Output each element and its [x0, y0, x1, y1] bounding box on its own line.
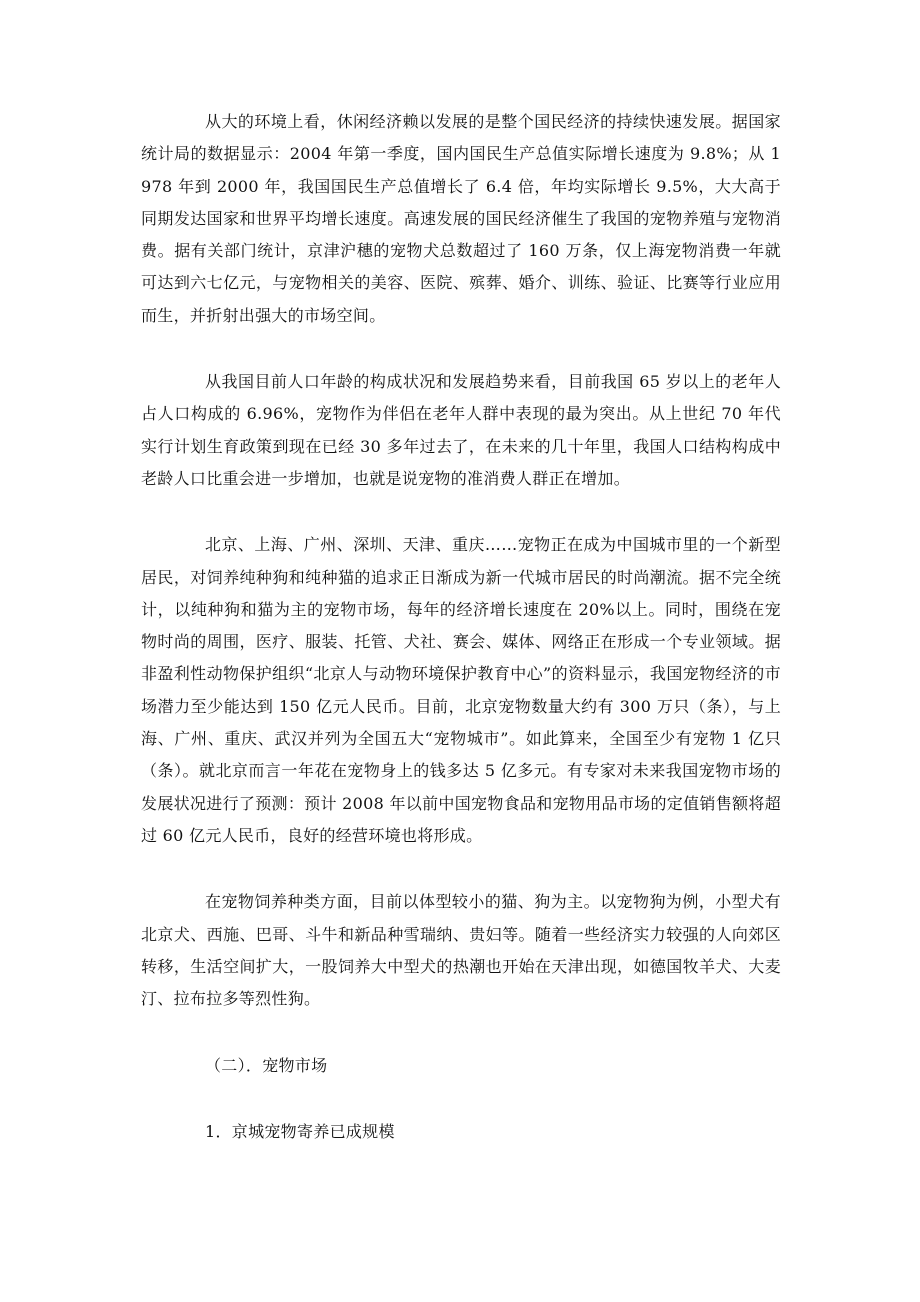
- paragraph-economy: 从大的环境上看，休闲经济赖以发展的是整个国民经济的持续快速发展。据国家统计局的数据显示：2004 年第一季度，国内国民生产总值实际增长速度为 9.8%；从 1978 年到 2000 年，我国国民生产总值增长了 6.4 倍，年均实际增长 9.5%，大大高于同期发达国家和世界平均增长速度。高速发展的国民经济催生了我国的宠物养殖与宠物消费。据有关部门统计，京津沪穗的宠物犬总数超过了 160 万条，仅上海宠物消费一年就可达到六七亿元，与宠物相关的美容、医院、殡葬、婚介、训练、验证、比赛等行业应用而生，并折射出强大的市场空间。: [141, 112, 781, 325]
- paragraph-cities: 北京、上海、广州、深圳、天津、重庆……宠物正在成为中国城市里的一个新型居民，对饲养纯种狗和纯种猫的追求正日渐成为新一代城市居民的时尚潮流。据不完全统计，以纯种狗和猫为主的宠物市场，每年的经济增长速度在 20%以上。同时，围绕在宠物时尚的周围，医疗、服装、托管、犬社、赛会、媒体、网络正在形成一个专业领域。据非盈利性动物保护组织“北京人与动物环境保护教育中心”的资料显示，我国宠物经济的市场潜力至少能达到 150 亿元人民币。目前，北京宠物数量大约有 300 万只（条），与上海、广州、重庆、武汉并列为全国五大“宠物城市”。如此算来，全国至少有宠物 1 亿只（条）。就北京而言一年花在宠物身上的钱多达 5 亿多元。有专家对未来我国宠物市场的发展状况进行了预测：预计 2008 年以前中国宠物食品和宠物用品市场的定值销售额将超过 60 亿元人民币，良好的经营环境也将形成。: [141, 535, 781, 845]
- document-page: [141, 106, 781, 1148]
- subsection-heading: 1．京城宠物寄养已成规模: [205, 1122, 395, 1142]
- paragraph-population: 从我国目前人口年龄的构成状况和发展趋势来看，目前我国 65 岁以上的老年人占人口构成的 6.96%，宠物作为伴侣在老年人群中表现的最为突出。从上世纪 70 年代实行计划生育政策到现在已经 30 多年过去了，在未来的几十年里，我国人口结构构成中老龄人口比重会进一步增加，也就是说宠物的准消费人群正在增加。: [141, 372, 781, 488]
- section-heading: （二）．宠物市场: [205, 1056, 328, 1076]
- paragraph-species: 在宠物饲养种类方面，目前以体型较小的猫、狗为主。以宠物狗为例，小型犬有北京犬、西施、巴哥、斗牛和新品种雪瑞纳、贵妇等。随着一些经济实力较强的人向郊区转移，生活空间扩大，一股饲养大中型犬的热潮也开始在天津出现，如德国牧羊犬、大麦汀、拉布拉多等烈性狗。: [141, 892, 781, 1009]
